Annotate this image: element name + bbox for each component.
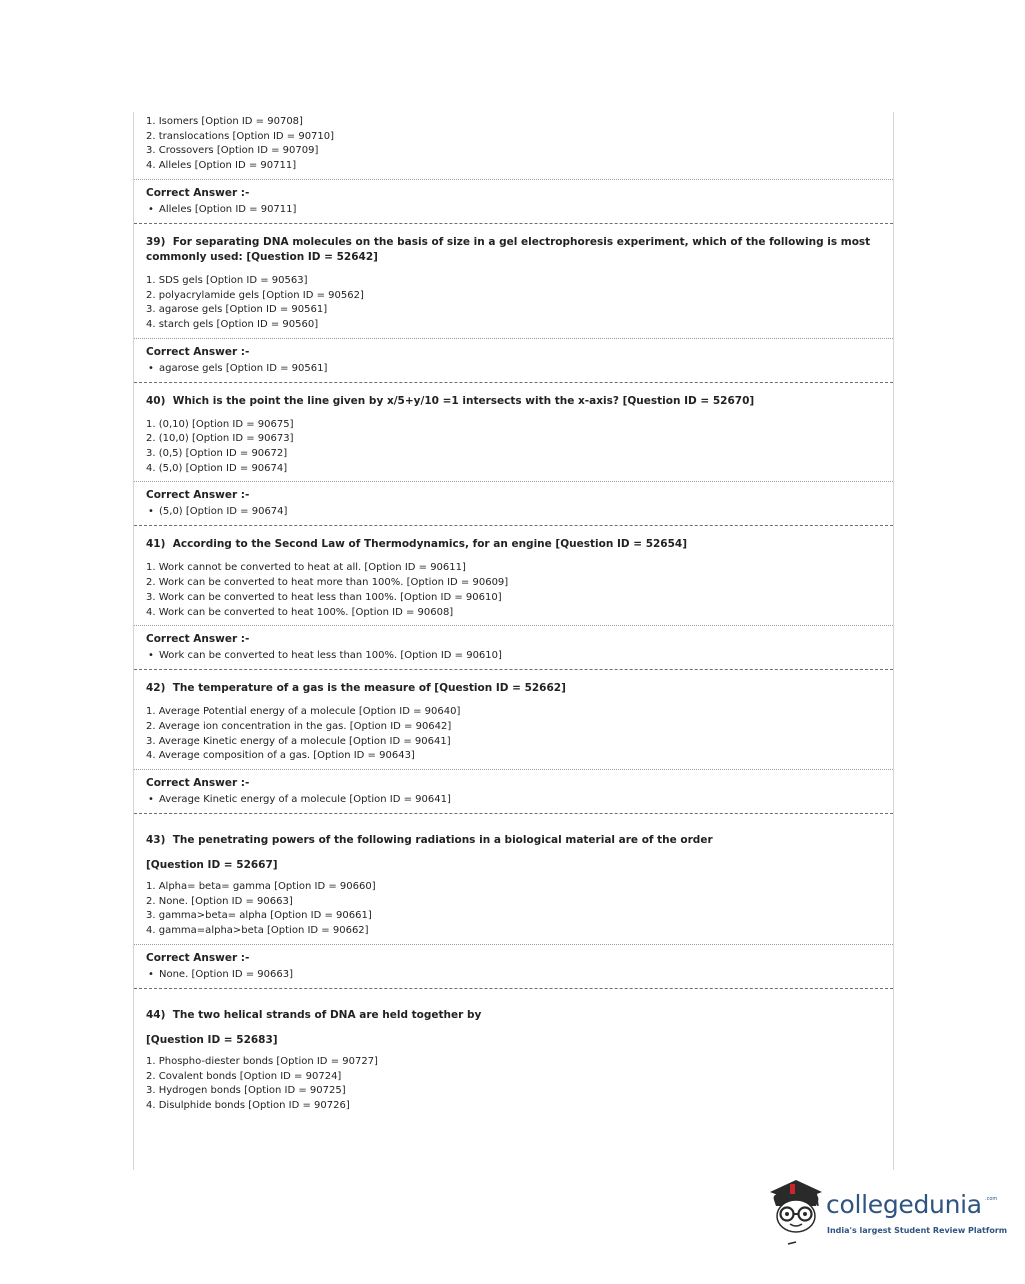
question-40 xyxy=(134,383,893,482)
correct-answer-block xyxy=(134,481,893,525)
option-text: 4. Alleles [Option ID = 90711] xyxy=(146,160,297,172)
option-text: 4. Work can be converted to heat 100%. [Option ID = 90608] xyxy=(146,606,454,618)
correct-answer xyxy=(146,968,881,982)
question-text xyxy=(146,235,881,265)
correct-answer-text: Work can be converted to heat less than 100%. [Option ID = 90610] xyxy=(159,650,502,662)
correct-answer-label: Correct Answer :- xyxy=(146,633,250,646)
question-options xyxy=(146,1053,881,1119)
bullet-icon: • xyxy=(148,203,154,215)
option-text: 3. gamma>beta= alpha [Option ID = 90661] xyxy=(146,910,372,922)
question-43 xyxy=(134,814,893,944)
question-body: Which is the point the line given by x/5+y/10 =1 intersects with the x-axis? [Question ID = 52670] xyxy=(172,394,755,407)
correct-answer xyxy=(146,649,881,663)
question-body: For separating DNA molecules on the basis of size in a gel electrophoresis experiment, which of the following is most commonly used: [Question ID = 52642] xyxy=(146,235,871,263)
bullet-icon: • xyxy=(148,650,154,662)
question-body: The temperature of a gas is the measure of [Question ID = 52662] xyxy=(172,682,566,695)
option-text: 2. translocations [Option ID = 90710] xyxy=(146,130,335,142)
option-text: 4. (5,0) [Option ID = 90674] xyxy=(146,462,288,474)
option-text: 2. Work can be converted to heat more than 100%. [Option ID = 90609] xyxy=(146,577,509,589)
brand-tagline: India's largest Student Review Platform xyxy=(827,1226,1008,1235)
option-text: 1. (0,10) [Option ID = 90675] xyxy=(146,418,294,430)
correct-answer-label: Correct Answer :- xyxy=(146,186,250,199)
question-options xyxy=(146,696,881,769)
bullet-icon: • xyxy=(148,362,154,374)
question-text xyxy=(146,828,881,853)
question-number: 41) xyxy=(146,538,166,551)
question-body: The two helical strands of DNA are held together by xyxy=(172,1008,482,1021)
option-text: 3. (0,5) [Option ID = 90672] xyxy=(146,448,288,460)
correct-answer-text: (5,0) [Option ID = 90674] xyxy=(159,506,288,518)
option-text: 2. Average ion concentration in the gas. [Option ID = 90642] xyxy=(146,720,452,732)
correct-answer-label: Correct Answer :- xyxy=(146,345,250,358)
correct-answer-block xyxy=(134,338,893,382)
question-number: 44) xyxy=(146,1008,166,1021)
option-text: 1. Average Potential energy of a molecule [Option ID = 90640] xyxy=(146,706,461,718)
brand-suffix: .com xyxy=(985,1196,998,1202)
option-text: 4. gamma=alpha>beta [Option ID = 90662] xyxy=(146,925,369,937)
correct-answer-text: Alleles [Option ID = 90711] xyxy=(159,203,297,215)
question-text xyxy=(146,394,881,409)
correct-answer-label: Correct Answer :- xyxy=(146,951,250,964)
correct-answer-label: Correct Answer :- xyxy=(146,777,250,790)
option-text: 3. Crossovers [Option ID = 90709] xyxy=(146,145,319,157)
question-options xyxy=(146,409,881,482)
question-number: 43) xyxy=(146,834,166,847)
option-text: 2. Covalent bonds [Option ID = 90724] xyxy=(146,1070,342,1082)
correct-answer-block xyxy=(134,944,893,988)
question-body: According to the Second Law of Thermodynamics, for an engine [Question ID = 52654] xyxy=(172,538,688,551)
question-options xyxy=(146,265,881,338)
question-41 xyxy=(134,526,893,625)
question-id-line: [Question ID = 52683] xyxy=(146,1033,278,1046)
bullet-icon: • xyxy=(148,506,154,518)
bullet-icon: • xyxy=(148,968,154,980)
question-44 xyxy=(134,989,893,1119)
option-text: 4. Disulphide bonds [Option ID = 90726] xyxy=(146,1099,350,1111)
correct-answer xyxy=(146,793,881,807)
option-text: 4. starch gels [Option ID = 90560] xyxy=(146,318,319,330)
question-body: The penetrating powers of the following radiations in a biological material are of the order xyxy=(172,834,713,847)
correct-answer xyxy=(146,203,881,217)
option-text: 1. SDS gels [Option ID = 90563] xyxy=(146,274,308,286)
correct-answer-label: Correct Answer :- xyxy=(146,489,250,502)
correct-answer xyxy=(146,362,881,376)
question-options xyxy=(146,878,881,944)
correct-answer xyxy=(146,505,881,519)
option-text: 1. Isomers [Option ID = 90708] xyxy=(146,116,303,127)
correct-answer-block xyxy=(134,625,893,669)
question-text xyxy=(146,537,881,552)
question-text xyxy=(146,1003,881,1028)
question-options xyxy=(146,552,881,625)
brand-name: collegedunia xyxy=(826,1190,982,1219)
question-42 xyxy=(134,670,893,769)
question-number: 40) xyxy=(146,394,166,407)
option-text: 2. (10,0) [Option ID = 90673] xyxy=(146,433,294,445)
correct-answer-block xyxy=(134,179,893,223)
option-text: 3. Hydrogen bonds [Option ID = 90725] xyxy=(146,1085,346,1097)
option-text: 1. Phospho-diester bonds [Option ID = 90727] xyxy=(146,1055,378,1067)
question-number: 42) xyxy=(146,682,166,695)
mascot-icon xyxy=(766,1176,826,1248)
option-text: 1. Work cannot be converted to heat at all. [Option ID = 90611] xyxy=(146,562,466,574)
option-text: 3. Average Kinetic energy of a molecule [Option ID = 90641] xyxy=(146,735,451,747)
answer-key-sheet xyxy=(133,112,894,1170)
option-text: 2. polyacrylamide gels [Option ID = 90562] xyxy=(146,289,364,301)
collegedunia-logo[interactable] xyxy=(766,1176,1008,1250)
question-id-line: [Question ID = 52667] xyxy=(146,859,278,872)
correct-answer-text: Average Kinetic energy of a molecule [Option ID = 90641] xyxy=(159,794,451,806)
option-text: 3. Work can be converted to heat less than 100%. [Option ID = 90610] xyxy=(146,591,502,603)
option-text: 2. None. [Option ID = 90663] xyxy=(146,895,293,907)
correct-answer-text: agarose gels [Option ID = 90561] xyxy=(159,362,328,374)
option-text: 1. Alpha= beta= gamma [Option ID = 90660] xyxy=(146,881,376,893)
correct-answer-text: None. [Option ID = 90663] xyxy=(159,968,293,980)
question-text xyxy=(146,681,881,696)
question-39 xyxy=(134,224,893,338)
option-text: 4. Average composition of a gas. [Option ID = 90643] xyxy=(146,750,415,762)
question-number: 39) xyxy=(146,235,166,248)
continuation-options xyxy=(134,112,893,179)
correct-answer-block xyxy=(134,769,893,813)
bullet-icon: • xyxy=(148,794,154,806)
option-text: 3. agarose gels [Option ID = 90561] xyxy=(146,304,328,316)
